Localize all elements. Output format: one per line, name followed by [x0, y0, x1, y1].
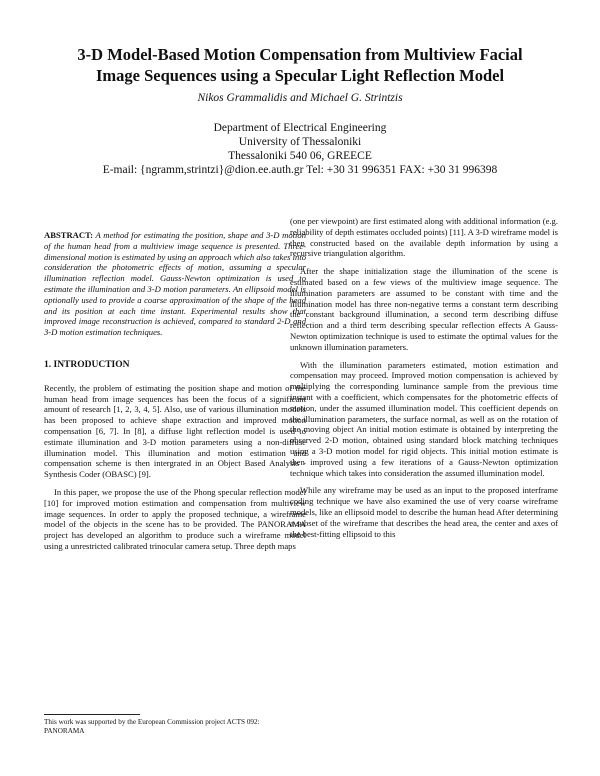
- abstract-label: ABSTRACT:: [44, 230, 94, 240]
- affiliation-dept: Department of Electrical Engineering: [213, 122, 387, 134]
- right-paragraph-3: With the illumination parameters estimated, motion estimation and compensation may proceed. Improved motion compensation is achieved by multiplying the corresponding luminance sample from the previous time instant with a coefficient, which compensates for the photometric effects of motion, under the assumed illumination model. This coefficient depends on the illumination parameters, the surface normal, as well as on the rotation of the moving object An initial motion estimate is obtained by interpreting the observed 2-D motion, obtained using standard block matching techniques using a 3-D motion model for rigid objects. This initial motion estimate is then improved using a few iterations of a Gauss-Newton optimization technique which takes into consideration the assumed illumination model.: [290, 359, 558, 478]
- affiliation-univ: University of Thessaloniki: [238, 136, 362, 148]
- right-paragraph-1: (one per viewpoint) are first estimated along with additional information (e.g. reliability of depth estimates occluded points) [11]. A 3-D wireframe model is then constructed based on the available depth information by using a recursive triangulation algorithm.: [290, 216, 558, 259]
- title-line-2: Image Sequences using a Specular Light Reflection Model: [95, 66, 505, 85]
- title-line-1: 3-D Model-Based Motion Compensation from Multiview Facial: [77, 45, 523, 64]
- abstract: [44, 230, 306, 338]
- intro-paragraph-2: In this paper, we propose the use of the Phong specular reflection model [10] for improved motion estimation and compensation from multiview image sequences. In order to apply the proposed technique, a wireframe model of the objects in the scene has to be provided. The PANORAMA project has developed an algorithm to produce such a wireframe model using a unrestricted calibrated trinocular camera setup. Three depth maps: [44, 486, 306, 551]
- affiliation-city: Thessaloniki 540 06, GREECE: [228, 150, 372, 162]
- footnote: This work was supported by the European Commission project ACTS 092: PANORAMA: [44, 718, 260, 736]
- footnote-rule: [44, 714, 140, 715]
- affiliation: [20, 121, 580, 177]
- abstract-text: A method for estimating the position, shape and 3-D motion of the human head from a multiview image sequence is presented. Three-dimensional motion is estimated by using an approach which also takes into consideration the photometric effects of motion, assuming a specular illumination reflection model. Gauss-Newton optimization is used to estimate the illumination and 3-D motion parameters. An ellipsoid model is optionally used to provide a coarse approximation of the shape of the head and its position at each time instant. Experimental results show that improved image reconstruction is achieved, compared to standard 2-D and 3-D motion estimation techniques.: [44, 230, 307, 338]
- left-column: [44, 230, 306, 559]
- right-paragraph-2: After the shape initialization stage the illumination of the scene is estimated based on a few views of the multiview image sequence. The illumination parameters are assumed to be constant with time and the illumination model has three non-negative terms a constant term describing the constant background illumination, a second term describing diffuse reflection and a third term describing specular reflection effects A Gauss-Newton optimization technique is used to estimate the optimal values for the unknown illumination parameters.: [290, 266, 558, 352]
- paper-title: [30, 44, 570, 86]
- authors: Nikos Grammalidis and Michael G. Strintzis: [197, 92, 403, 104]
- section-heading-introduction: 1. INTRODUCTION: [44, 359, 130, 370]
- right-column: [290, 216, 558, 546]
- right-paragraph-4: While any wireframe may be used as an input to the proposed interframe coding technique we have also examined the use of very coarse wireframe models, like an ellipsoid model to describe the human head After determining a subset of the wireframe that describes the head area, the center and axes of the best-fitting ellipsoid to this: [290, 485, 558, 539]
- affiliation-contact: E-mail: {ngramm,strintzi}@dion.ee.auth.gr Tel: +30 31 996351 FAX: +30 31 996398: [102, 164, 498, 176]
- intro-paragraph-1: Recently, the problem of estimating the position shape and motion of the human head from image sequences has been the focus of a significant amount of research [1, 2, 3, 4, 5]. Also, use of various illumination models has been proposed to achieve shape extraction and improved motion compensation [6, 7]. In [8], a diffuse light reflection model is used to estimate illumination and 3-D motion parameters using a non-diffuse illumination model. This illumination and motion estimation and compensation scheme is then intergrated in an Object Based Analysis - Synthesis Coder (OBASC) [9].: [44, 382, 306, 480]
